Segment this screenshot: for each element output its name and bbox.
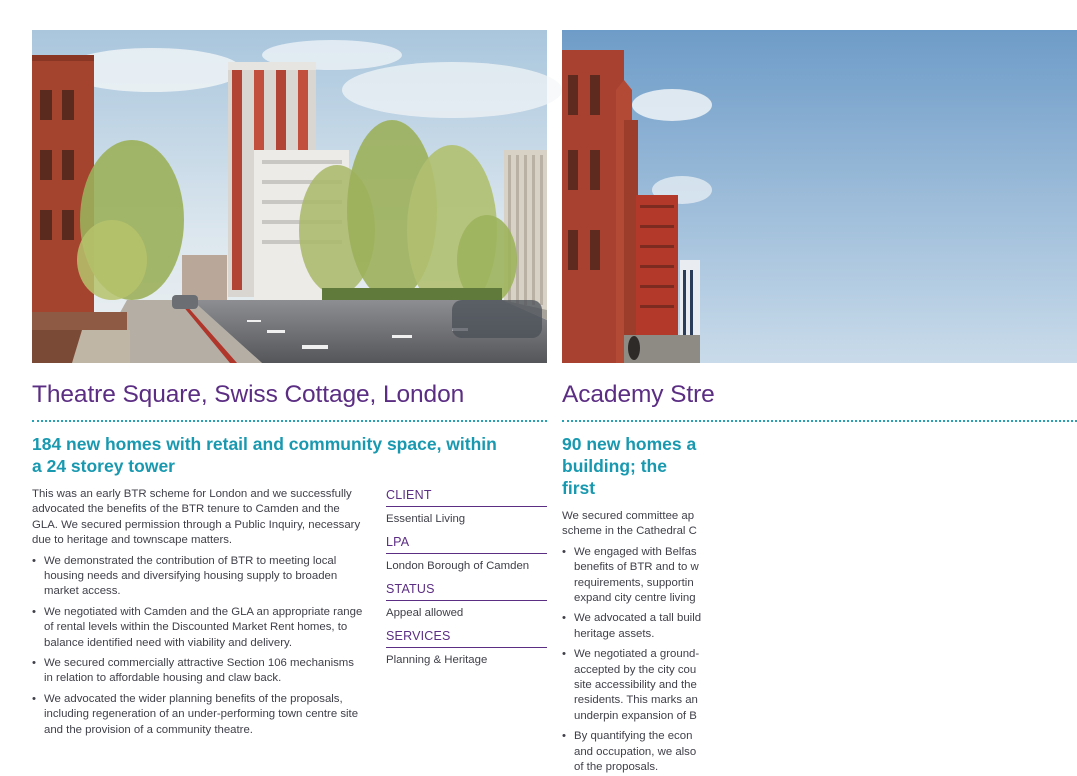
project-title: Theatre Square, Swiss Cottage, London [32,381,465,408]
meta-value-lpa: London Borough of Camden [386,560,530,572]
bullet-list [562,545,702,776]
project-intro: We secured committee ap scheme in the Cathedral C [562,510,697,538]
bullet-item: • We negotiated with Camden and the GLA an appropriate range of rental levels within the Discounted Market Rent homes, to balance identified need with viability and delivery. [32,605,366,651]
bullet-item: • We demonstrated the contribution of BTR to meeting local housing needs and diversifying housing supply to broaden market access. [32,554,366,600]
project-card-academy-street [562,30,1077,776]
meta-label-lpa: LPA [386,534,547,554]
bullet-item: • We engaged with Belfas benefits of BTR and to w requirements, supportin expand city centre living [562,545,702,607]
project-photo-academy-street [562,30,1077,363]
project-intro: This was an early BTR scheme for London and we successfully advocated the benefits of the BTR tenure to Camden and the GLA. We secured permission through a Public Inquiry, necessary due to heritage and townscape matters. [32,488,361,547]
project-subtitle: 184 new homes with retail and community space, within a 24 storey tower [32,434,497,476]
street-render-image [32,30,547,363]
project-subtitle: 90 new homes a building; the first [562,434,697,498]
meta-value-status: Appeal allowed [386,607,464,619]
meta-value-services: Planning & Heritage [386,654,488,666]
dotted-divider [562,420,1077,422]
bullet-list [32,554,366,738]
meta-value-client: Essential Living [386,513,466,525]
bullet-item: • By quantifying the econ and occupation, we also of the proposals. [562,729,702,775]
building-render-image [562,30,1077,363]
project-meta [386,487,547,675]
project-description [32,487,366,738]
project-photo-theatre-square [32,30,547,363]
bullet-item: • We advocated a tall build heritage assets. [562,611,702,642]
project-card-theatre-square [32,30,547,738]
project-description [562,509,702,776]
meta-label-services: SERVICES [386,628,547,648]
bullet-item: • We secured commercially attractive Section 106 mechanisms in relation to affordable housing and claw back. [32,656,366,687]
bullet-item: • We negotiated a ground- accepted by the city cou site accessibility and the residents. This marks an underpin expansion of B [562,647,702,724]
project-title: Academy Stre [562,381,715,408]
meta-label-status: STATUS [386,581,547,601]
dotted-divider [32,420,547,422]
meta-label-client: CLIENT [386,487,547,507]
bullet-item: • We advocated the wider planning benefits of the proposals, including regeneration of an under-performing town centre site and the provision of a community theatre. [32,692,366,738]
